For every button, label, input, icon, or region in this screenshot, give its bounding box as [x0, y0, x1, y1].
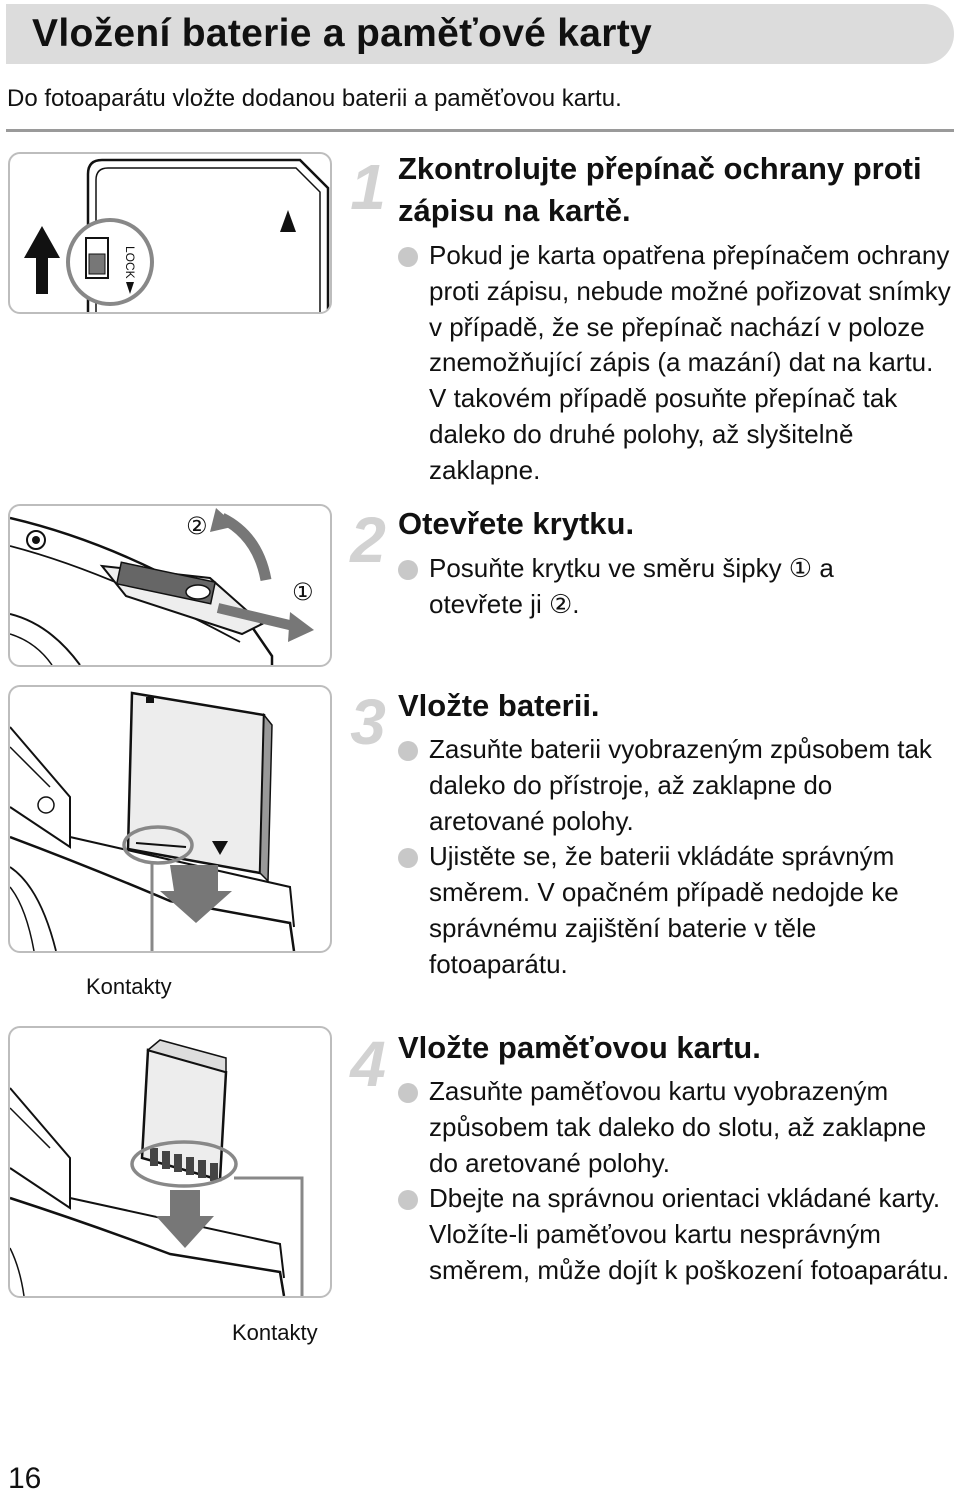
page-number: 16	[8, 1462, 42, 1495]
step-number: 1	[350, 151, 386, 223]
page-title: Vložení baterie a paměťové karty	[32, 12, 653, 55]
step-number: 3	[350, 686, 386, 758]
bullet-item: Dbejte na správnou orientaci vkládané karty. Vložíte-li paměťovou kartu nesprávným směrem, může dojít k poškození fotoaparátu.	[398, 1181, 953, 1288]
intro-text: Do fotoaparátu vložte dodanou baterii a paměťovou kartu.	[7, 85, 622, 112]
up-arrow-icon	[24, 226, 60, 294]
step-number: 2	[350, 504, 386, 576]
bullet-dot-icon	[398, 848, 418, 868]
bullet-item: Zasuňte baterii vyobrazeným způsobem tak daleko do přístroje, až zaklapne do aretované polohy.	[398, 732, 953, 839]
step-number: 4	[350, 1028, 386, 1100]
bullet-dot-icon	[398, 560, 418, 580]
bullet-item: Posuňte krytku ve směru šipky ① a otevřete ji ②.	[398, 551, 868, 623]
cover-marker-1: ①	[292, 578, 314, 606]
step-bullets	[398, 732, 953, 983]
magnifier-circle	[68, 220, 152, 304]
bullet-dot-icon	[398, 741, 418, 761]
card-lock-illustration	[8, 152, 332, 314]
step-title: Vložte paměťovou kartu.	[398, 1030, 761, 1065]
step-title: Zkontrolujte přepínač ochrany proti zápisu na kartě.	[398, 151, 922, 228]
open-cover-illustration	[8, 504, 332, 667]
card-insert-illustration	[8, 1026, 332, 1298]
card-contacts-caption: Kontakty	[232, 1320, 318, 1345]
lock-label: LOCK	[123, 246, 137, 279]
step-bullets	[398, 1074, 953, 1289]
bullet-dot-icon	[398, 247, 418, 267]
step-bullets	[398, 238, 953, 489]
bullet-dot-icon	[398, 1083, 418, 1103]
step-title: Otevřete krytku.	[398, 506, 635, 541]
step-bullets	[398, 551, 868, 623]
bullet-item: Pokud je karta opatřena přepínačem ochrany proti zápisu, nebude možné pořizovat snímky v případě, že se přepínač nachází v poloze znemožňující zápis (a mazání) dat na kartu. V takovém případě posuňte přepínač tak daleko do druhé polohy, až slyšitelně zaklapne.	[398, 238, 953, 489]
bullet-item: Zasuňte paměťovou kartu vyobrazeným způsobem tak daleko do slotu, až zaklapne do aretované polohy.	[398, 1074, 953, 1181]
cover-marker-2: ②	[186, 512, 208, 540]
header-divider	[6, 129, 954, 132]
battery-contacts-caption: Kontakty	[86, 974, 172, 999]
title-bar	[6, 4, 954, 64]
battery-insert-illustration	[8, 685, 332, 953]
bullet-item: Ujistěte se, že baterii vkládáte správným směrem. V opačném případě nedojde ke správnému zajištění baterie v těle fotoaparátu.	[398, 839, 953, 982]
step-title: Vložte baterii.	[398, 688, 600, 723]
bullet-dot-icon	[398, 1190, 418, 1210]
